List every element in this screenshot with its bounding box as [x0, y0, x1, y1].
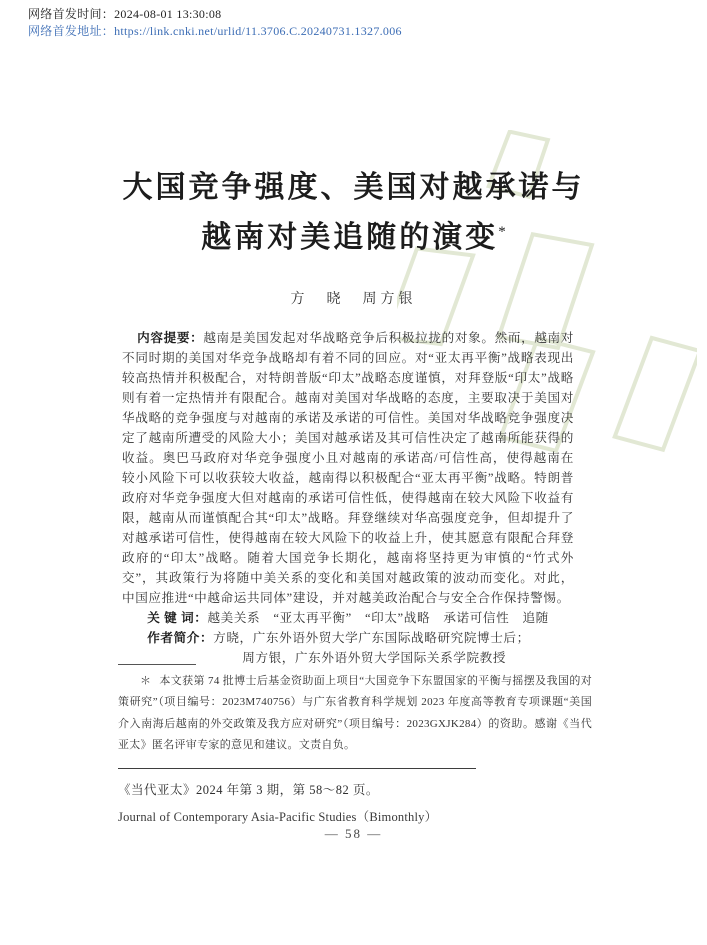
title-footnote-marker: *	[498, 224, 506, 240]
online-first-header	[28, 6, 402, 40]
footnote-paragraph	[118, 671, 592, 756]
page-number: — 58 —	[324, 826, 383, 841]
publish-time-line	[28, 6, 402, 23]
keywords-label: 关 键 词：	[147, 611, 208, 625]
footer-divider	[118, 768, 476, 769]
abstract-paragraph	[122, 328, 574, 608]
article-title-line2: 越南对美追随的演变	[201, 221, 499, 254]
footnote-divider	[118, 664, 196, 665]
article-title	[0, 166, 707, 260]
abstract-text: 越南是美国发起对华战略竞争后积极拉拢的对象。然而，越南对不同时期的美国对华竞争战略却有着不同的回应。对“亚太再平衡”战略表现出较高热情并积极配合，对特朗普版“印太”战略态度谨慎，对拜登版“印太”战略则有着一定热情并有限配合。越南对美国对华战略的态度，主要取决于美国对华战略的竞争强度与对越南的承诺及承诺的可信性。美国对华战略竞争强度决定了越南所遭受的风险大小；美国对越承诺及其可信性决定了越南所能获得的收益。奥巴马政府对华竞争强度小且对越南的承诺高/可信性高，使得越南在较小风险下可以收获较大收益，越南得以积极配合“亚太再平衡”战略。特朗普政府对华竞争强度大但对越南的承诺可信性低，使得越南在较大风险下收益有限，越南从而谨慎配合其“印太”战略。拜登继续对华高强度竞争，但却提升了对越承诺可信性，使得越南在较大风险下的收益上升，使其愿意有限配合拜登政府的“印太”战略。随着大国竞争长期化，越南将坚持更为审慎的“竹式外交”，其政策行为将随中美关系的变化和美国对越政策的波动而变化。对此，中国应推进“中越命运共同体”建设，并对越美政治配合与安全合作保持警惕。	[122, 331, 574, 605]
author-bio-label: 作者简介：	[147, 631, 214, 645]
author-bio-text2: 周方银，广东外语外贸大学国际关系学院教授	[242, 651, 507, 665]
publish-time-label: 网络首发时间：	[28, 7, 115, 21]
publish-url-link[interactable]: https://link.cnki.net/urlid/11.3706.C.20240731.1327.006	[114, 24, 402, 38]
author-names: 方 晓 周方银	[290, 292, 417, 307]
article-title-line1: 大国竞争强度、美国对越承诺与	[122, 171, 585, 204]
publish-url-line	[28, 23, 402, 40]
author-bio-text1: 方晓，广东外语外贸大学广东国际战略研究院博士后；	[213, 631, 530, 645]
journal-footer	[118, 768, 592, 825]
journal-citation: 《当代亚太》2024 年第 3 期，第 58～82 页。	[118, 783, 379, 797]
footnote-marker: ＊	[140, 675, 152, 687]
funding-footnote	[118, 664, 592, 756]
abstract-block	[122, 328, 574, 668]
keywords-text: 越美关系 “亚太再平衡” “印太”战略 承诺可信性 追随	[207, 611, 549, 625]
publish-time-value: 2024-08-01 13:30:08	[114, 7, 222, 21]
journal-name-english: Journal of Contemporary Asia-Pacific Studies（Bimonthly）	[118, 810, 438, 824]
author-bio-line1	[122, 628, 574, 668]
publish-url-label: 网络首发地址：	[28, 24, 115, 38]
abstract-label: 内容提要：	[137, 331, 204, 345]
keywords-line	[122, 608, 574, 628]
footnote-text: 本文获第 74 批博士后基金资助面上项目“大国竞争下东盟国家的平衡与摇摆及我国的对策研究”（项目编号：2023M740756）与广东省教育科学规划 2023 年度高等教育专项课题“美国介入南海后越南的外交政策及我方应对研究”（项目编号：2023GXJK284）的资助。感谢《当代亚太》匿名评审专家的意见和建议。文责自负。	[118, 675, 592, 751]
